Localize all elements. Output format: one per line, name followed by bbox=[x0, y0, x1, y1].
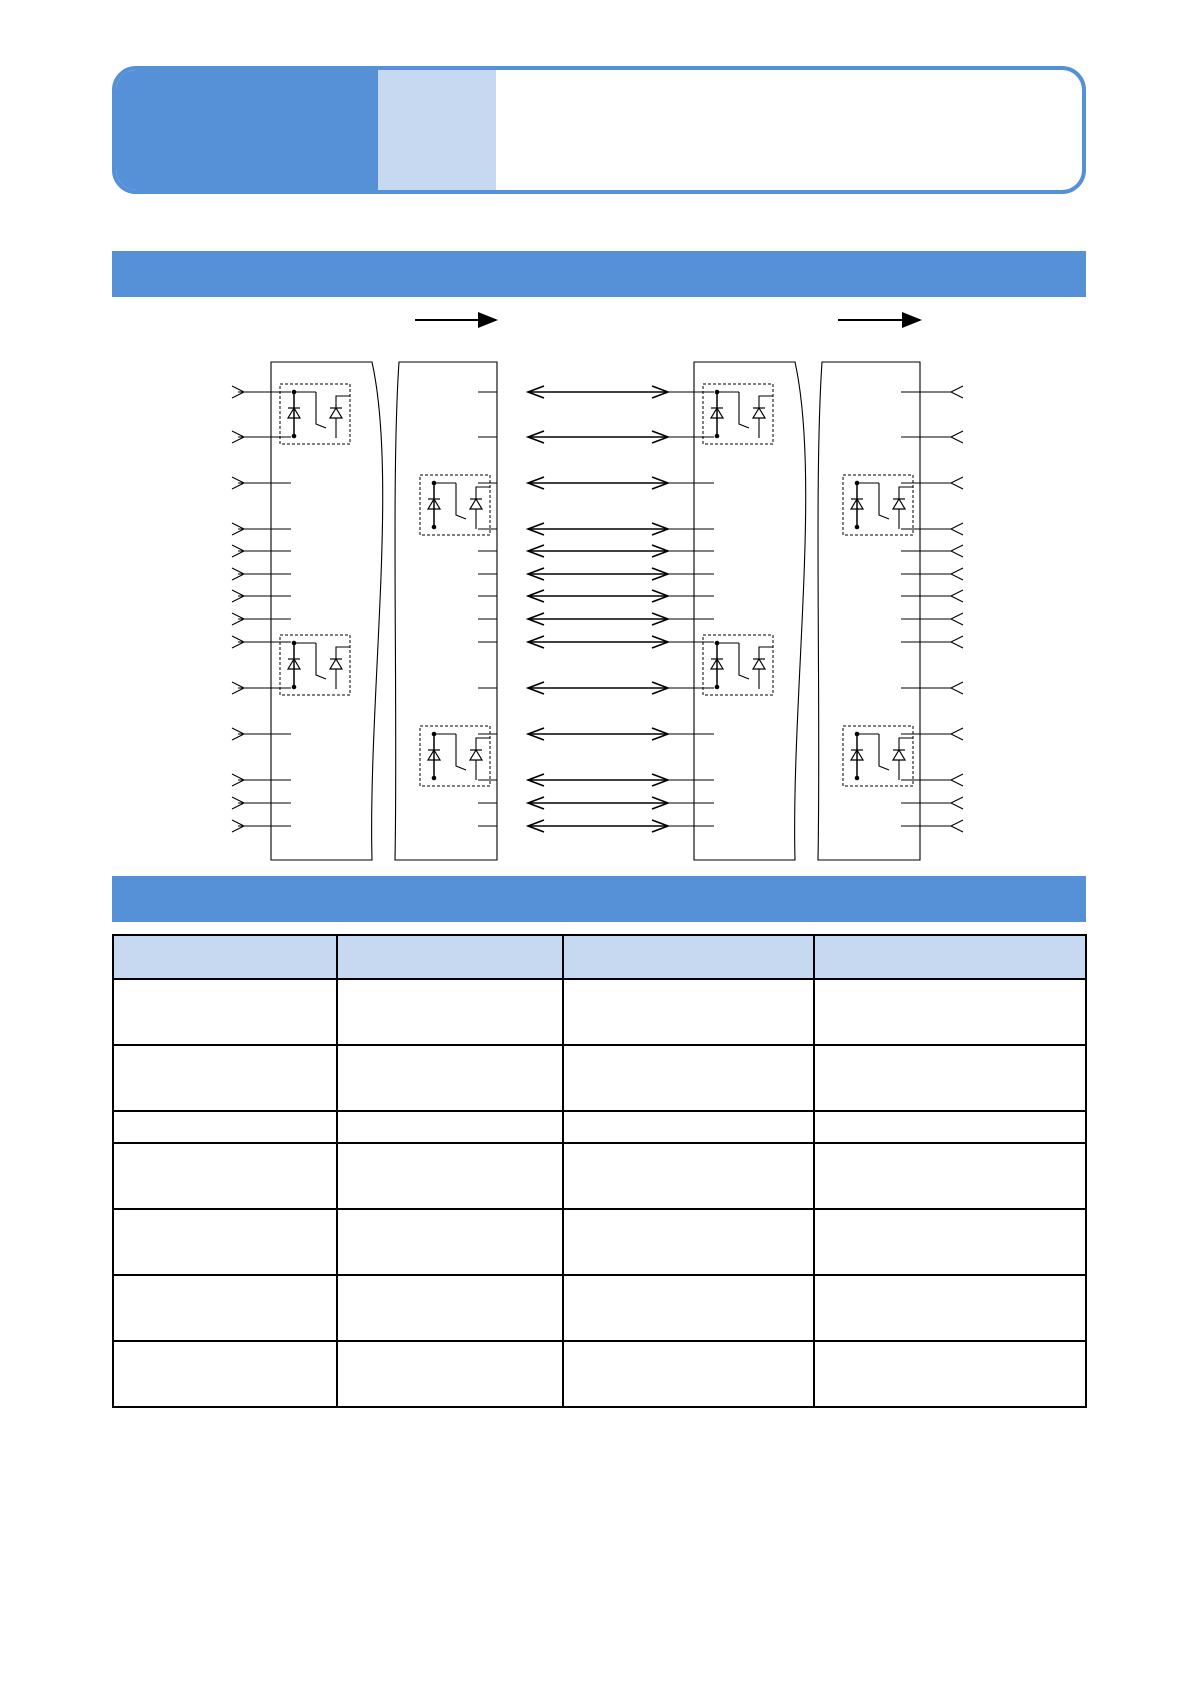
wiring-diagram bbox=[0, 300, 1190, 876]
junction-dot bbox=[855, 525, 860, 530]
optocoupler-lead bbox=[739, 643, 749, 679]
diode-icon bbox=[753, 659, 765, 669]
table-cell bbox=[814, 979, 1086, 1045]
table-cell bbox=[563, 1143, 815, 1209]
table-cell bbox=[814, 1143, 1086, 1209]
table-cell bbox=[337, 1341, 562, 1407]
table-header-cell bbox=[563, 935, 815, 979]
table-cell bbox=[337, 1111, 562, 1143]
optocoupler-lead bbox=[739, 392, 749, 428]
table-row bbox=[113, 1143, 1086, 1209]
connector-chevron-icon bbox=[951, 431, 963, 443]
optocoupler-lead bbox=[336, 396, 350, 408]
table-row bbox=[113, 1045, 1086, 1111]
optocoupler-icon bbox=[280, 635, 350, 695]
connector-chevron-icon bbox=[951, 568, 963, 580]
optocoupler-lead bbox=[879, 734, 889, 770]
table-cell bbox=[113, 1143, 337, 1209]
table-cell bbox=[113, 1111, 337, 1143]
diode-icon bbox=[470, 499, 482, 509]
table-cell bbox=[113, 1045, 337, 1111]
optocoupler-icon bbox=[280, 384, 350, 444]
connector-chevron-icon bbox=[951, 545, 963, 557]
optocoupler-lead bbox=[476, 487, 490, 499]
optocoupler-lead bbox=[879, 483, 889, 519]
junction-dot bbox=[715, 434, 720, 439]
junction-dot bbox=[855, 776, 860, 781]
table-cell bbox=[563, 1111, 815, 1143]
table-cell bbox=[337, 1275, 562, 1341]
table-cell bbox=[563, 1209, 815, 1275]
table-cell bbox=[337, 979, 562, 1045]
connector-chevron-icon bbox=[951, 386, 963, 398]
table-row bbox=[113, 1111, 1086, 1143]
optocoupler-lead bbox=[336, 647, 350, 659]
header-accent-block bbox=[116, 70, 378, 190]
table-cell bbox=[113, 1275, 337, 1341]
table-cell bbox=[814, 1341, 1086, 1407]
optocoupler-lead bbox=[316, 392, 326, 428]
connector-chevron-icon bbox=[951, 682, 963, 694]
table-cell bbox=[337, 1143, 562, 1209]
section-bar-diagram bbox=[112, 251, 1086, 297]
diode-icon bbox=[753, 408, 765, 418]
table-cell bbox=[563, 1341, 815, 1407]
table-cell bbox=[814, 1045, 1086, 1111]
header-light-block bbox=[378, 70, 496, 190]
spec-table bbox=[112, 934, 1087, 1408]
connector-chevron-icon bbox=[951, 613, 963, 625]
table-cell bbox=[113, 1341, 337, 1407]
table-header-cell bbox=[113, 935, 337, 979]
diode-icon bbox=[893, 750, 905, 760]
table-header-row bbox=[113, 935, 1086, 979]
diode-icon bbox=[470, 750, 482, 760]
table-cell bbox=[563, 1275, 815, 1341]
table-cell bbox=[814, 1111, 1086, 1143]
junction-dot bbox=[292, 685, 297, 690]
connector-chevron-icon bbox=[951, 590, 963, 602]
table-cell bbox=[337, 1209, 562, 1275]
optocoupler-lead bbox=[476, 738, 490, 750]
optocoupler-lead bbox=[759, 647, 773, 659]
table-row bbox=[113, 1341, 1086, 1407]
table-cell bbox=[814, 1209, 1086, 1275]
connector-chevron-icon bbox=[951, 636, 963, 648]
junction-dot bbox=[715, 685, 720, 690]
connector-chevron-icon bbox=[951, 523, 963, 535]
connector-chevron-icon bbox=[951, 728, 963, 740]
optocoupler-icon bbox=[843, 726, 913, 786]
diode-icon bbox=[893, 499, 905, 509]
diode-icon bbox=[330, 408, 342, 418]
table-cell bbox=[563, 1045, 815, 1111]
table-row bbox=[113, 979, 1086, 1045]
optocoupler-lead bbox=[899, 738, 913, 750]
connector-chevron-icon bbox=[951, 477, 963, 489]
optocoupler-lead bbox=[316, 643, 326, 679]
table-header-cell bbox=[337, 935, 562, 979]
optocoupler-icon bbox=[843, 475, 913, 535]
table-header-cell bbox=[814, 935, 1086, 979]
optocoupler-lead bbox=[759, 396, 773, 408]
junction-dot bbox=[432, 776, 437, 781]
table-cell bbox=[113, 979, 337, 1045]
connector-chevron-icon bbox=[951, 797, 963, 809]
junction-dot bbox=[432, 525, 437, 530]
table-cell bbox=[814, 1275, 1086, 1341]
optocoupler-icon bbox=[703, 384, 773, 444]
junction-dot bbox=[292, 434, 297, 439]
table-row bbox=[113, 1275, 1086, 1341]
table-row bbox=[113, 1209, 1086, 1275]
optocoupler-lead bbox=[456, 483, 466, 519]
section-bar-table bbox=[112, 876, 1086, 922]
table-cell bbox=[337, 1045, 562, 1111]
optocoupler-icon bbox=[703, 635, 773, 695]
optocoupler-lead bbox=[456, 734, 466, 770]
optocoupler-icon bbox=[420, 475, 490, 535]
table-cell bbox=[113, 1209, 337, 1275]
optocoupler-icon bbox=[420, 726, 490, 786]
table-cell bbox=[563, 979, 815, 1045]
optocoupler-lead bbox=[899, 487, 913, 499]
page-header bbox=[112, 66, 1086, 194]
connector-chevron-icon bbox=[951, 774, 963, 786]
connector-chevron-icon bbox=[951, 820, 963, 832]
diode-icon bbox=[330, 659, 342, 669]
